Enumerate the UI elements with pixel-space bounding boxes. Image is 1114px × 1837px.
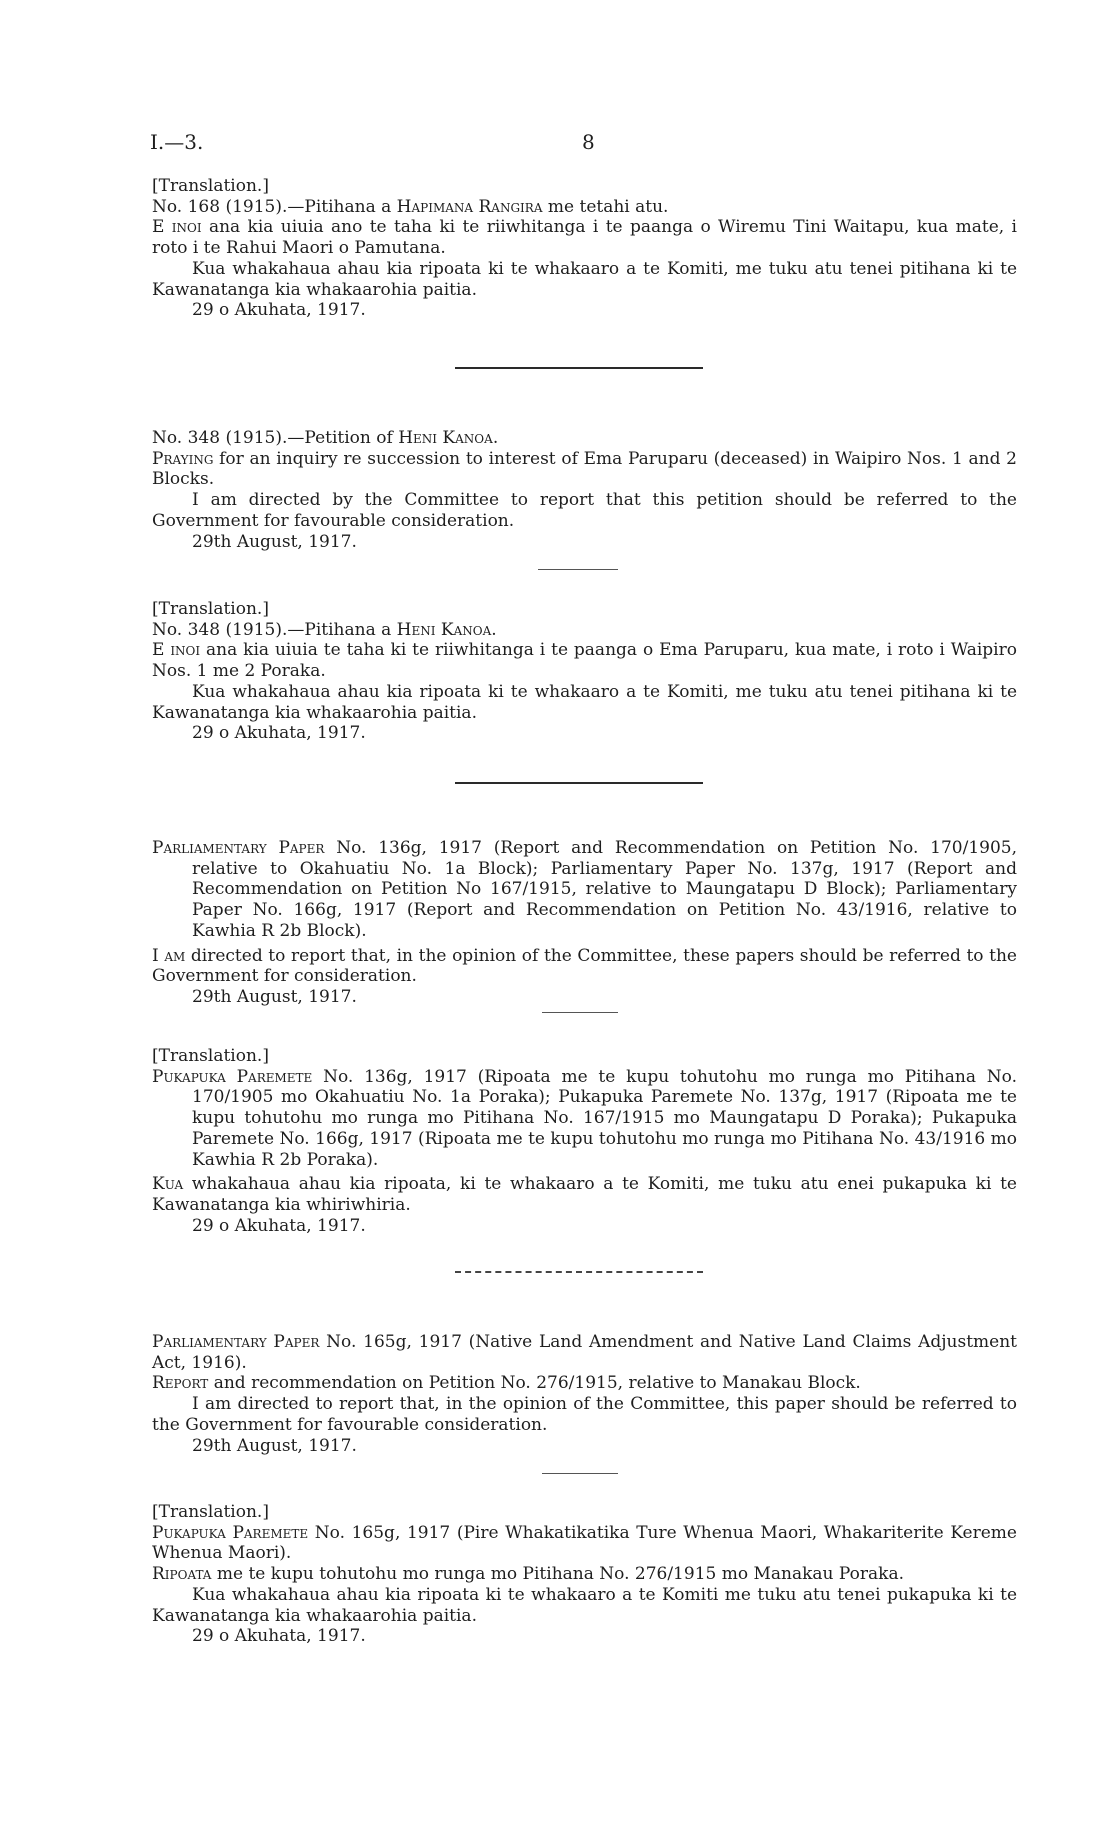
date-line: 29 o Akuhata, 1917. bbox=[192, 1215, 366, 1236]
decision-paragraph: Kua whakahaua ahau kia ripoata, ki te whakaaro a te Komiti, me tuku atu enei pukapuka ki te Kawanatanga kia whiriwhiria. bbox=[152, 1174, 1017, 1216]
petition-paragraph: E inoi ana kia uiuia ano te taha ki te riiwhitanga i te paanga o Wiremu Tini Waitapu, kua mate, i roto i te Rahui Maori o Pamutana. bbox=[152, 217, 1017, 259]
date-line: 29th August, 1917. bbox=[192, 1435, 357, 1456]
date-line: 29th August, 1917. bbox=[192, 987, 357, 1008]
petition-paragraph: E inoi ana kia uiuia te taha ki te riiwhitanga i te paanga o Ema Paruparu, kua mate, i roto i Waipiro Nos. 1 me 2 Poraka. bbox=[152, 640, 1017, 682]
section-title: No. 348 (1915).—Pitihana a Heni Kanoa. bbox=[152, 619, 497, 640]
section-translation-168 bbox=[152, 176, 1017, 321]
date-line: 29 o Akuhata, 1917. bbox=[192, 300, 366, 321]
petition-paragraph: Praying for an inquiry re succession to interest of Ema Paruparu (deceased) in Waipiro Nos. 1 and 2 Blocks. bbox=[152, 448, 1017, 490]
paper-title: Pukapuka Paremete No. 165g, 1917 (Pire Whakatikatika Ture Whenua Maori, Whakariterite Kereme Whenua Maori). bbox=[152, 1522, 1017, 1564]
decision-paragraph: Kua whakahaua ahau kia ripoata ki te whakaaro a te Komiti, me tuku atu tenei pitihana ki te Kawanatanga kia whakaarohia paitia. bbox=[152, 258, 1017, 300]
report-line: Report and recommendation on Petition No. 276/1915, relative to Manakau Block. bbox=[152, 1373, 861, 1394]
section-divider bbox=[455, 782, 703, 784]
section-title: No. 168 (1915).—Pitihana a Hapimana Rangira me tetahi atu. bbox=[152, 196, 669, 217]
decision-paragraph: I am directed by the Committee to report that this petition should be referred to the Government for favourable consideration. bbox=[152, 490, 1017, 531]
decision-paragraph: Kua whakahaua ahau kia ripoata ki te whakaaro a te Komiti me tuku atu tenei pukapuka ki te Kawanatanga kia whakaarohia paitia. bbox=[152, 1584, 1017, 1626]
paper-title: Parliamentary Paper No. 136g, 1917 (Report and Recommendation on Petition No. 170/1905, relative to Okahuatiu No. 1a Block); Parliamentary Paper No. 137g, 1917 (Report and Recommendation on Petition No 167/1915, relative to Maungatapu D Block); Parliamentary Paper No. 166g, 1917 (Report and Recommendation on Petition No. 43/1916, relative to Kawhia R 2b Block). bbox=[152, 838, 1017, 941]
section-parliamentary-papers-136g bbox=[152, 838, 1017, 1008]
date-line: 29 o Akuhata, 1917. bbox=[192, 723, 366, 744]
page-number: 8 bbox=[582, 130, 595, 154]
date-line: 29th August, 1917. bbox=[192, 531, 357, 552]
page-reference: I.—3. bbox=[150, 130, 204, 154]
short-divider bbox=[538, 569, 618, 570]
section-translation-165g bbox=[152, 1502, 1017, 1647]
section-translation-136g bbox=[152, 1046, 1017, 1237]
section-heading: [Translation.] bbox=[152, 1502, 269, 1522]
short-divider bbox=[542, 1473, 618, 1474]
section-parliamentary-paper-165g bbox=[152, 1332, 1017, 1456]
decision-paragraph: Kua whakahaua ahau kia ripoata ki te whakaaro a te Komiti, me tuku atu tenei pitihana ki te Kawanatanga kia whakaarohia paitia. bbox=[152, 681, 1017, 723]
decision-paragraph: I am directed to report that, in the opinion of the Committee, this paper should be referred to the Government for favourable consideration. bbox=[152, 1394, 1017, 1435]
paper-title: Pukapuka Paremete No. 136g, 1917 (Ripoata me te kupu tohutohu mo runga mo Pitihana No. 170/1905 mo Okahuatiu No. 1a Poraka); Pukapuka Paremete No. 137g, 1917 (Ripoata me te kupu tohutohu mo runga mo Pitihana No. 167/1915 mo Maungatapu D Poraka); Pukapuka Paremete No. 166g, 1917 (Ripoata me te kupu tohutohu mo runga mo Pitihana No. 43/1916 mo Kawhia R 2b Poraka). bbox=[152, 1066, 1017, 1170]
section-heading: [Translation.] bbox=[152, 176, 269, 196]
section-divider bbox=[455, 1271, 703, 1273]
date-line: 29 o Akuhata, 1917. bbox=[192, 1626, 366, 1647]
paper-title: Parliamentary Paper No. 165g, 1917 (Native Land Amendment and Native Land Claims Adjustment Act, 1916). bbox=[152, 1332, 1018, 1373]
section-heading: [Translation.] bbox=[152, 599, 269, 619]
decision-paragraph: I am directed to report that, in the opinion of the Committee, these papers should be referred to the Government for consideration. bbox=[152, 945, 1017, 987]
section-title: No. 348 (1915).—Petition of Heni Kanoa. bbox=[152, 428, 499, 448]
section-heading: [Translation.] bbox=[152, 1046, 269, 1066]
section-petition-348 bbox=[152, 428, 1017, 552]
short-divider bbox=[542, 1012, 618, 1013]
section-translation-348 bbox=[152, 599, 1017, 744]
section-divider bbox=[455, 367, 703, 369]
report-line: Ripoata me te kupu tohutohu mo runga mo Pitihana No. 276/1915 mo Manakau Poraka. bbox=[152, 1564, 904, 1585]
